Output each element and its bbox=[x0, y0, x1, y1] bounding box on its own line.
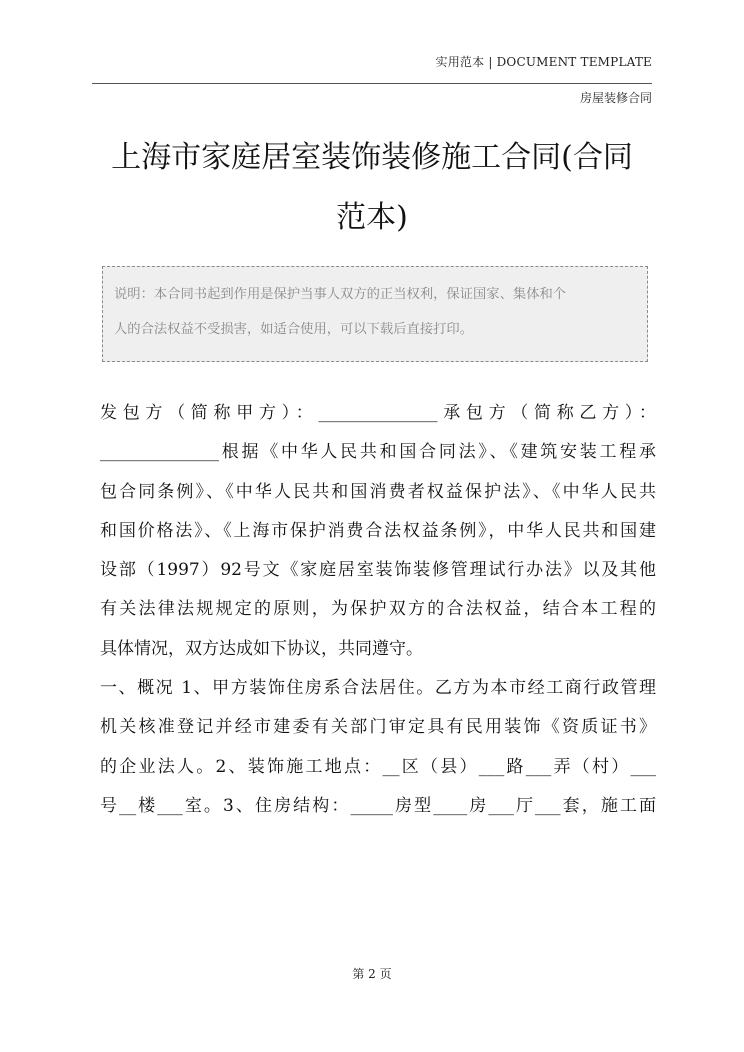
body-line: 一、概况 1、甲方装饰住房系合法居住。乙方为本市经工商行政管理 bbox=[100, 678, 656, 699]
body-line: 设部（1997）92号文《家庭居室装饰装修管理试行办法》以及其他 bbox=[100, 560, 656, 581]
header-divider bbox=[92, 83, 652, 84]
contract-body bbox=[100, 394, 656, 826]
note-box bbox=[102, 266, 648, 362]
page-number: 第 2 页 bbox=[352, 967, 392, 981]
document-title bbox=[100, 128, 644, 248]
header-subtitle: 房屋装修合同 bbox=[579, 91, 652, 105]
body-line: 和国价格法》、《上海市保护消费合法权益条例》，中华人民共和国建 bbox=[100, 520, 656, 541]
body-line: 的企业法人。2、装饰施工地点：__区（县）___路___弄（村）___ bbox=[100, 756, 656, 777]
note-line-1: 说明：本合同书起到作用是保护当事人双方的正当权利，保证国家、集体和个 bbox=[114, 287, 567, 302]
body-line: 有关法律法规规定的原则，为保护双方的合法权益，结合本工程的 bbox=[100, 599, 656, 620]
note-line-2: 人的合法权益不受损害，如适合使用，可以下载后直接打印。 bbox=[114, 322, 474, 337]
header-title: 实用范本 | DOCUMENT TEMPLATE bbox=[435, 55, 652, 69]
body-line: ______________根据《中华人民共和国合同法》、《建筑安装工程承 bbox=[100, 442, 656, 463]
body-line: 机关核准登记并经市建委有关部门审定具有民用装饰《资质证书》 bbox=[100, 717, 656, 738]
body-line: 发包方（简称甲方）：______________承包方（简称乙方）： bbox=[100, 403, 656, 423]
document-title-line-2: 范本) bbox=[336, 200, 408, 235]
body-line: 包合同条例》、《中华人民共和国消费者权益保护法》、《中华人民共 bbox=[100, 481, 656, 502]
body-line: 号__楼___室。3、住房结构：_____房型____房___厅___套，施工面 bbox=[100, 795, 656, 816]
document-title-line-1: 上海市家庭居室装饰装修施工合同(合同 bbox=[111, 140, 633, 175]
body-line: 具体情况，双方达成如下协议，共同遵守。 bbox=[100, 638, 423, 659]
